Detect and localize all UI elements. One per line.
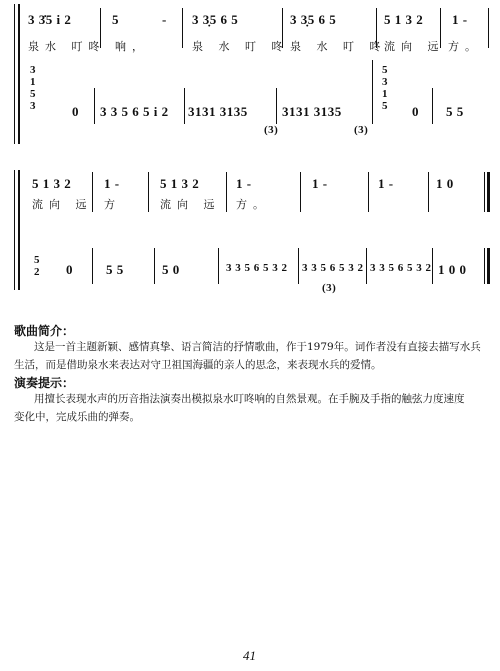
melody-measure: - — [162, 12, 167, 27]
lyric: 流向 远 — [384, 40, 445, 53]
chord: 5 3 1 5 — [382, 64, 388, 112]
tuplet-mark: (3) — [264, 124, 279, 136]
lyric: 方。 — [236, 198, 270, 211]
barline — [484, 172, 485, 212]
melody-measure: 5 — [112, 12, 119, 27]
lyric: 泉 水 叮 咚 — [192, 40, 289, 53]
barline — [154, 248, 155, 284]
final-barline — [487, 248, 490, 284]
system-bracket — [18, 170, 20, 290]
barline — [484, 248, 485, 284]
barline — [298, 248, 299, 284]
barline — [184, 88, 185, 124]
rest: 0 — [66, 262, 73, 277]
accomp-measure: 1 0 0 — [438, 262, 467, 277]
chord: 5 2 — [34, 254, 40, 278]
lyric: 方 — [104, 198, 121, 211]
accomp-measure: 5 5 — [446, 104, 464, 119]
tuplet-mark: (3) — [354, 124, 369, 136]
system-bracket — [14, 4, 15, 144]
section-title-tips: 演奏提示： — [14, 376, 75, 390]
barline — [432, 248, 433, 284]
section-title-intro: 歌曲简介： — [14, 324, 75, 338]
accomp-measure: 3131 3135 — [188, 104, 248, 119]
barline — [368, 172, 369, 212]
melody-measure: 1 - — [378, 176, 394, 191]
melody-measure: 3 3̣5 6 5 — [290, 12, 337, 27]
barline — [148, 172, 149, 212]
melody-measure: 1 - — [312, 176, 328, 191]
intro-line: 这是一首主题新颖、感情真挚、语言简洁的抒情歌曲，作于1979年。词作者没有直接去描写水兵 — [34, 341, 481, 353]
accomp-measure: 3 3 5 6 5 3 2 — [226, 262, 288, 274]
barline — [182, 8, 183, 48]
melody-measure: 1 - — [452, 12, 468, 27]
barline — [300, 172, 301, 212]
lyric: 流向 远 — [32, 198, 93, 211]
lyric: 泉水 叮咚 响， — [28, 40, 149, 53]
barline — [428, 172, 429, 212]
barline — [372, 60, 373, 124]
accomp-measure: 3 3 5 6 5 i 2 — [100, 104, 169, 119]
melody-measure: 5 1 3 2 — [160, 176, 200, 191]
accomp-measure: 3131 3135 — [282, 104, 342, 119]
rest: 0 — [412, 104, 419, 119]
melody-measure: 3 3̇5 i 2 — [28, 12, 72, 27]
intro-line: 生活，而是借助泉水来表达对守卫祖国海疆的亲人的思念，来表现水兵的爱情。 — [14, 359, 382, 371]
accomp-measure: 3 3 5 6 5 3 2 — [370, 262, 432, 274]
lyric: 流向 远 — [160, 198, 221, 211]
barline — [276, 88, 277, 124]
lyric: 泉 水 叮 咚 — [290, 40, 387, 53]
barline — [94, 88, 95, 124]
accomp-measure: 5 5 — [106, 262, 124, 277]
barline — [92, 248, 93, 284]
melody-measure: 5 1 3 2 — [32, 176, 72, 191]
accomp-measure: 5 0 — [162, 262, 180, 277]
tips-line: 变化中，完成乐曲的弹奏。 — [14, 411, 140, 423]
barline — [366, 248, 367, 284]
rest: 0 — [72, 104, 79, 119]
barline — [226, 172, 227, 212]
melody-measure: 5 1 3 2 — [384, 12, 424, 27]
lyric: 方。 — [448, 40, 482, 53]
melody-measure: 1 - — [236, 176, 252, 191]
melody-measure: 3 3̣5 6 5 — [192, 12, 239, 27]
tuplet-mark: (3) — [322, 282, 337, 294]
final-barline — [487, 172, 490, 212]
chord: 3 1 5 3 — [30, 64, 36, 112]
system-bracket — [18, 4, 20, 144]
system-bracket — [14, 170, 15, 290]
page-number: 41 — [243, 648, 256, 663]
melody-measure: 1 - — [104, 176, 120, 191]
tips-line: 用擅长表现水声的历音指法演奏出模拟泉水叮咚响的自然景观。在手腕及手指的触弦力度速度 — [34, 393, 465, 405]
barline — [432, 88, 433, 124]
accomp-measure: 3 3 5 6 5 3 2 — [302, 262, 364, 274]
barline — [488, 8, 489, 48]
melody-measure: 1 0 — [436, 176, 454, 191]
barline — [218, 248, 219, 284]
